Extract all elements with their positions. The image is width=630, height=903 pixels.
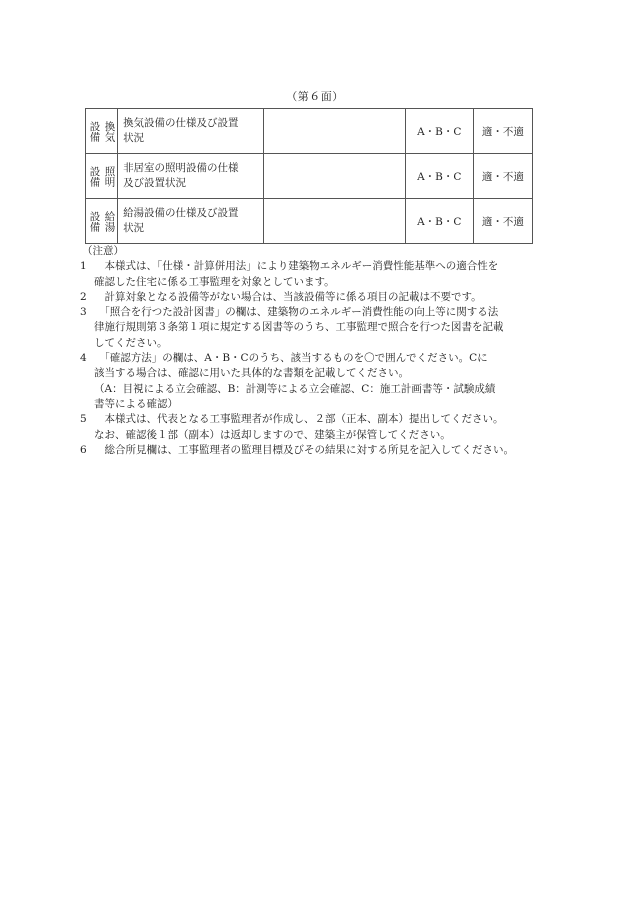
category-cell: [86, 154, 118, 199]
note-line: 「照合を行つた設計図書」の欄は、建築物のエネルギー消費性能の向上等に関する法: [94, 306, 499, 319]
page-title: （第６面）: [286, 90, 344, 103]
table-row-ventilation: [86, 109, 533, 154]
item-line: 給湯設備の仕様及び設置: [123, 207, 239, 219]
note-item: [80, 259, 550, 290]
category-label-a: 設備: [88, 120, 101, 142]
note-item: [80, 290, 550, 305]
note-number: 2: [80, 290, 87, 303]
judgement-options[interactable]: 適・不適: [473, 109, 532, 154]
note-line: 本様式は、代表となる工事監理者が作成し、２部（正本、副本）提出してください。: [94, 413, 504, 426]
category-cell: [86, 199, 118, 244]
note-line: 書等による確認）: [94, 397, 178, 410]
note-line: （A：目視による立会確認、B：計測等による立会確認、C：施工計画書等・試験成績: [94, 382, 496, 395]
item-cell: [118, 109, 264, 154]
note-line: 計算対象となる設備等がない場合は、当該設備等に係る項目の記載は不要です。: [94, 290, 482, 303]
note-line: してください。: [94, 336, 168, 349]
note-item: [80, 305, 550, 351]
judgement-options[interactable]: 適・不適: [473, 199, 532, 244]
note-line: 該当する場合は、確認に用いた具体的な書類を記載してください。: [94, 367, 409, 380]
notes-section: [80, 244, 550, 458]
table-row-hot-water: [86, 199, 533, 244]
notes-heading: （注意）: [82, 245, 124, 257]
note-line: 総合所見欄は、工事監理者の監理目標及びその結果に対する所見を記入してください。: [94, 443, 514, 456]
note-line: なお、確認後１部（副本）は返却しますので、建築主が保管してください。: [94, 428, 451, 441]
judgement-options[interactable]: 適・不適: [473, 154, 532, 199]
note-item: [80, 412, 550, 443]
note-item: [80, 443, 550, 458]
item-line: 及び設置状況: [123, 177, 187, 189]
design-doc-field[interactable]: [264, 199, 405, 244]
note-number: 6: [80, 443, 87, 456]
note-number: 4: [80, 352, 87, 365]
note-line: 「確認方法」の欄は、A・B・Cのうち、該当するものを〇で囲んでください。Cに: [94, 352, 488, 365]
equipment-inspection-table: [85, 108, 533, 244]
item-line: 状況: [123, 132, 145, 144]
method-options[interactable]: A・B・C: [405, 199, 473, 244]
item-line: 状況: [123, 222, 145, 234]
category-label-a: 設備: [88, 210, 101, 232]
note-line: 律施行規則第３条第１項に規定する図書等のうち、工事監理で照合を行つた図書を記載: [94, 321, 504, 334]
note-number: 3: [80, 306, 87, 319]
category-label-b: 照明: [103, 165, 116, 187]
design-doc-field[interactable]: [264, 154, 405, 199]
item-cell: [118, 199, 264, 244]
category-label-b: 換気: [103, 120, 116, 142]
category-cell: [86, 109, 118, 154]
design-doc-field[interactable]: [264, 109, 405, 154]
method-options[interactable]: A・B・C: [405, 109, 473, 154]
item-line: 非居室の照明設備の仕様: [123, 162, 239, 174]
item-line: 換気設備の仕様及び設置: [123, 117, 239, 129]
category-label-a: 設備: [88, 165, 101, 187]
note-line: 本様式は、「仕様・計算併用法」により建築物エネルギー消費性能基準への適合性を: [94, 260, 499, 273]
item-cell: [118, 154, 264, 199]
note-number: 5: [80, 413, 87, 426]
category-label-b: 給湯: [103, 210, 116, 232]
note-line: 確認した住宅に係る工事監理を対象としています。: [94, 275, 335, 288]
note-item: [80, 351, 550, 412]
method-options[interactable]: A・B・C: [405, 154, 473, 199]
note-number: 1: [80, 260, 87, 273]
table-row-lighting: [86, 154, 533, 199]
